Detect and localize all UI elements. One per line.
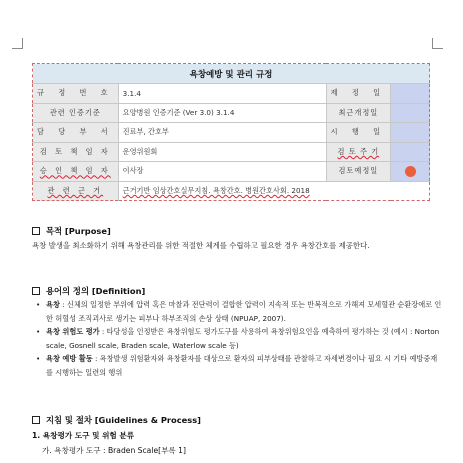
label-department: 담 당 부 서 [33,123,119,143]
value-review-scheduled[interactable] [391,162,430,182]
label-last-revision: 최근개정일 [326,103,390,123]
crop-mark-top-left [12,38,23,49]
value-reviewer: 운영위원회 [118,142,326,162]
value-approver: 이사장 [118,162,326,182]
label-regulation-number: 규 정 번 호 [33,84,119,104]
definition-list [36,298,442,379]
label-review-scheduled: 검토예정일 [326,162,390,182]
section-heading-purpose: 목적 [Purpose] [32,225,111,237]
definition-item: • 욕창 예방 활동 : 욕창발생 위험환자와 욕창환자를 대상으로 환자의 피부상태를 관찰하고 자세변경이나 필요 시 기타 예방중재를 시행하는 일련의 행위 [36,352,442,379]
value-reference: 근거기반 임상간호실무지침. 욕창간호. 병원간호사회. 2018 [118,181,429,201]
document-header-table [32,63,430,201]
section-heading-process: 지침 및 절차 [Guidelines & Process] [32,414,201,426]
value-department: 진료부, 간호부 [118,123,326,143]
label-reference: 관 련 근 거 [33,181,119,201]
value-last-revision[interactable] [391,103,430,123]
purpose-text: 욕창 발생을 최소화하기 위해 욕창관리를 위한 적절한 체계를 수립하고 필요한 경우 욕창간호를 제공한다. [32,241,370,250]
value-regulation-number: 3.1.4 [118,84,326,104]
label-reviewer: 검 토 책 임 자 [33,142,119,162]
value-related-standard: 요양병원 인증기준 (Ver 3.0) 3.1.4 [118,103,326,123]
status-dot-icon [405,166,416,177]
label-effective-date: 시 행 일 [326,123,390,143]
document-title: 욕창예방 및 관리 규정 [33,64,430,84]
square-bullet-icon [32,227,40,235]
label-enactment-date: 제 정 일 [326,84,390,104]
value-review-cycle[interactable] [391,142,430,162]
definition-item: • 욕창 : 신체의 일정한 부위에 압력 혹은 마찰과 전단력이 결합한 압력이 지속적 또는 반복적으로 가해져 모세혈관 순환장애로 인한 허혈성 조직괴사로 생기는 피부나 하부조직의 손상 상태 (NPUAP, 2007). [36,298,442,325]
crop-mark-top-right [432,38,443,49]
label-review-cycle: 검 토 주 기 [326,142,390,162]
value-effective-date[interactable] [391,123,430,143]
label-related-standard: 관련 인증기준 [33,103,119,123]
square-bullet-icon [32,416,40,424]
value-enactment-date[interactable] [391,84,430,104]
process-subheading-2: 가. 욕창평가 도구 : Braden Scale[부록 1] [42,446,186,455]
definition-item: • 욕창 위험도 평가 : 타당성을 인정받은 욕창위험도 평가도구를 사용하여 욕창위험요인을 예측하여 평가하는 것 (예시 : Norton scale, Gosnell scale, Braden scale, Waterlow scale 등) [36,325,442,352]
square-bullet-icon [32,287,40,295]
process-subheading-1: 1. 욕창평가 도구 및 위험 분류 [32,431,135,440]
section-heading-definition: 용어의 정의 [Definition] [32,285,145,297]
label-approver: 승 인 책 임 자 [33,162,119,182]
